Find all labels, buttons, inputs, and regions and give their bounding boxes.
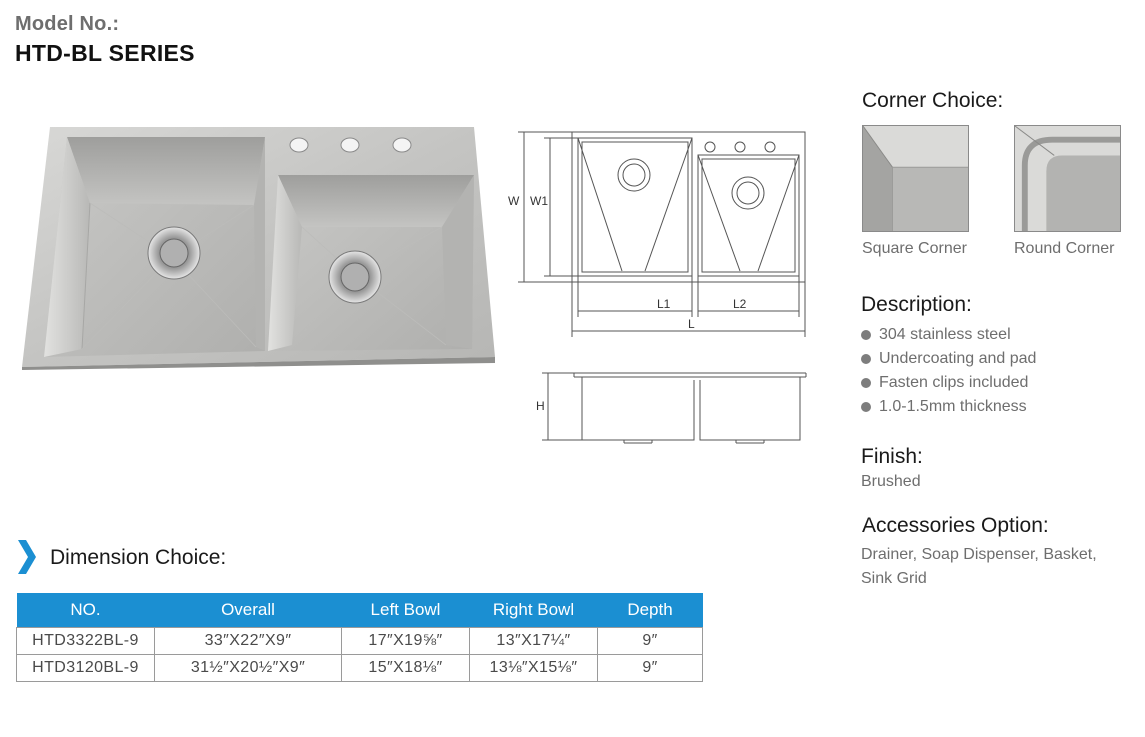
bullet-icon	[861, 378, 871, 388]
description-heading: Description:	[861, 293, 972, 316]
corner-choice-heading: Corner Choice:	[862, 89, 1004, 112]
finish-heading: Finish:	[861, 445, 923, 468]
column-header-no: NO.	[17, 593, 155, 627]
model-number-label: Model No.:	[15, 13, 120, 35]
sink-product-photo	[22, 125, 495, 370]
table-cell: 15″X18⅛″	[342, 654, 470, 681]
l1-label: L1	[657, 297, 671, 311]
l-label: L	[688, 317, 695, 331]
description-item: 304 stainless steel	[861, 323, 1036, 347]
round-corner-photo	[1014, 125, 1121, 232]
table-cell: 33″X22″X9″	[155, 627, 342, 654]
column-header-overall: Overall	[155, 593, 342, 627]
table-cell: HTD3322BL-9	[17, 627, 155, 654]
table-row	[17, 654, 703, 681]
column-header-depth: Depth	[598, 593, 703, 627]
description-item: 1.0-1.5mm thickness	[861, 395, 1036, 419]
table-cell: 17″X19⅝″	[342, 627, 470, 654]
finish-value: Brushed	[861, 473, 921, 490]
h-label: H	[536, 399, 545, 413]
w-label: W	[508, 194, 520, 208]
column-header-right-bowl: Right Bowl	[470, 593, 598, 627]
description-item: Fasten clips included	[861, 371, 1036, 395]
table-cell: 13⅛″X15⅛″	[470, 654, 598, 681]
table-cell: 9″	[598, 627, 703, 654]
accessories-heading: Accessories Option:	[862, 514, 1049, 537]
table-cell: 13″X17¼″	[470, 627, 598, 654]
table-row	[17, 627, 703, 654]
square-corner-label: Square Corner	[862, 240, 967, 257]
bullet-icon	[861, 354, 871, 364]
dimension-table	[16, 593, 703, 682]
table-cell: 9″	[598, 654, 703, 681]
table-cell: HTD3120BL-9	[17, 654, 155, 681]
w1-label: W1	[530, 194, 548, 208]
table-cell: 31½″X20½″X9″	[155, 654, 342, 681]
square-corner-photo	[862, 125, 969, 232]
description-list	[861, 323, 1036, 419]
chevron-right-icon	[16, 540, 36, 574]
table-header-row	[17, 593, 703, 627]
side-view-diagram	[528, 368, 813, 448]
bullet-icon	[861, 402, 871, 412]
accessories-value: Drainer, Soap Dispenser, Basket, Sink Grid	[861, 546, 1097, 587]
round-corner-label: Round Corner	[1014, 240, 1115, 257]
description-item: Undercoating and pad	[861, 347, 1036, 371]
column-header-left-bowl: Left Bowl	[342, 593, 470, 627]
bullet-icon	[861, 330, 871, 340]
dimension-choice-heading: Dimension Choice:	[50, 546, 227, 569]
series-title: HTD-BL SERIES	[15, 40, 195, 66]
top-view-diagram	[500, 125, 815, 340]
l2-label: L2	[733, 297, 747, 311]
